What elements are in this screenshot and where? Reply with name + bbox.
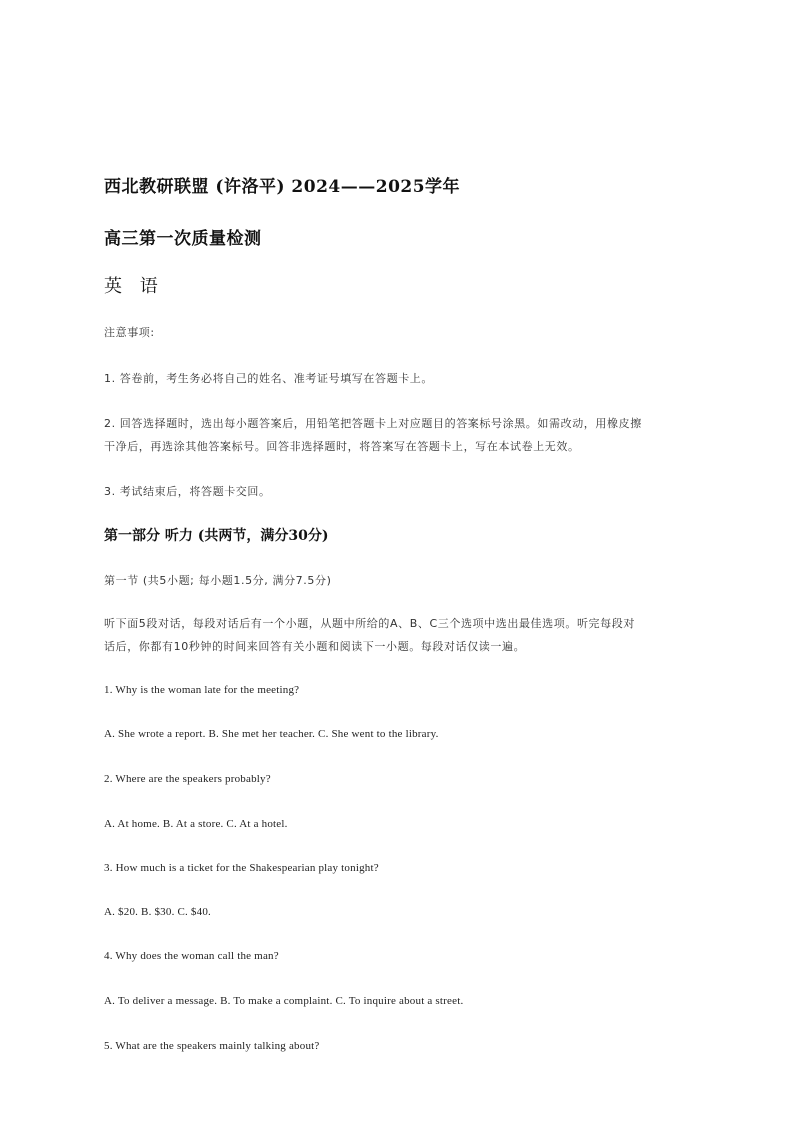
question-3: 3. How much is a ticket for the Shakespearian play tonight? xyxy=(104,862,379,874)
note-item-2-line-2: 干净后，再选涂其他答案标号。回答非选择题时，将答案写在答题卡上，写在本试卷上无效。 xyxy=(104,440,580,453)
question-2-options: A. At home. B. At a store. C. At a hotel. xyxy=(104,818,288,830)
instructions-line-2: 话后，你都有10秒钟的时间来回答有关小题和阅读下一小题。每段对话仅读一遍。 xyxy=(104,640,526,653)
part-1-heading: 第一部分 听力 (共两节，满分30分) xyxy=(104,528,329,544)
question-1: 1. Why is the woman late for the meeting? xyxy=(104,684,300,696)
question-3-options: A. $20. B. $30. C. $40. xyxy=(104,906,211,918)
note-item-1: 1. 答卷前，考生务必将自己的姓名、准考证号填写在答题卡上。 xyxy=(104,372,433,385)
notes-heading: 注意事项: xyxy=(104,326,155,339)
question-4-options: A. To deliver a message. B. To make a complaint. C. To inquire about a street. xyxy=(104,995,464,1007)
note-item-3: 3. 考试结束后，将答题卡交回。 xyxy=(104,485,271,498)
question-4: 4. Why does the woman call the man? xyxy=(104,950,279,962)
exam-subtitle: 高三第一次质量检测 xyxy=(104,229,262,249)
question-2: 2. Where are the speakers probably? xyxy=(104,773,271,785)
exam-title: 西北教研联盟 (许洛平) 2024——2025学年 xyxy=(104,177,461,197)
subject-heading: 英 语 xyxy=(104,276,164,297)
note-item-2-line-1: 2. 回答选择题时，选出每小题答案后，用铅笔把答题卡上对应题目的答案标号涂黑。如需改动，用橡皮擦 xyxy=(104,417,642,430)
section-1-heading: 第一节 (共5小题; 每小题1.5分, 满分7.5分) xyxy=(104,574,332,587)
instructions-line-1: 听下面5段对话，每段对话后有一个小题，从题中所给的A、B、C三个选项中选出最佳选项。听完每段对 xyxy=(104,617,635,630)
question-1-options: A. She wrote a report. B. She met her teacher. C. She went to the library. xyxy=(104,728,439,740)
question-5: 5. What are the speakers mainly talking about? xyxy=(104,1040,320,1052)
